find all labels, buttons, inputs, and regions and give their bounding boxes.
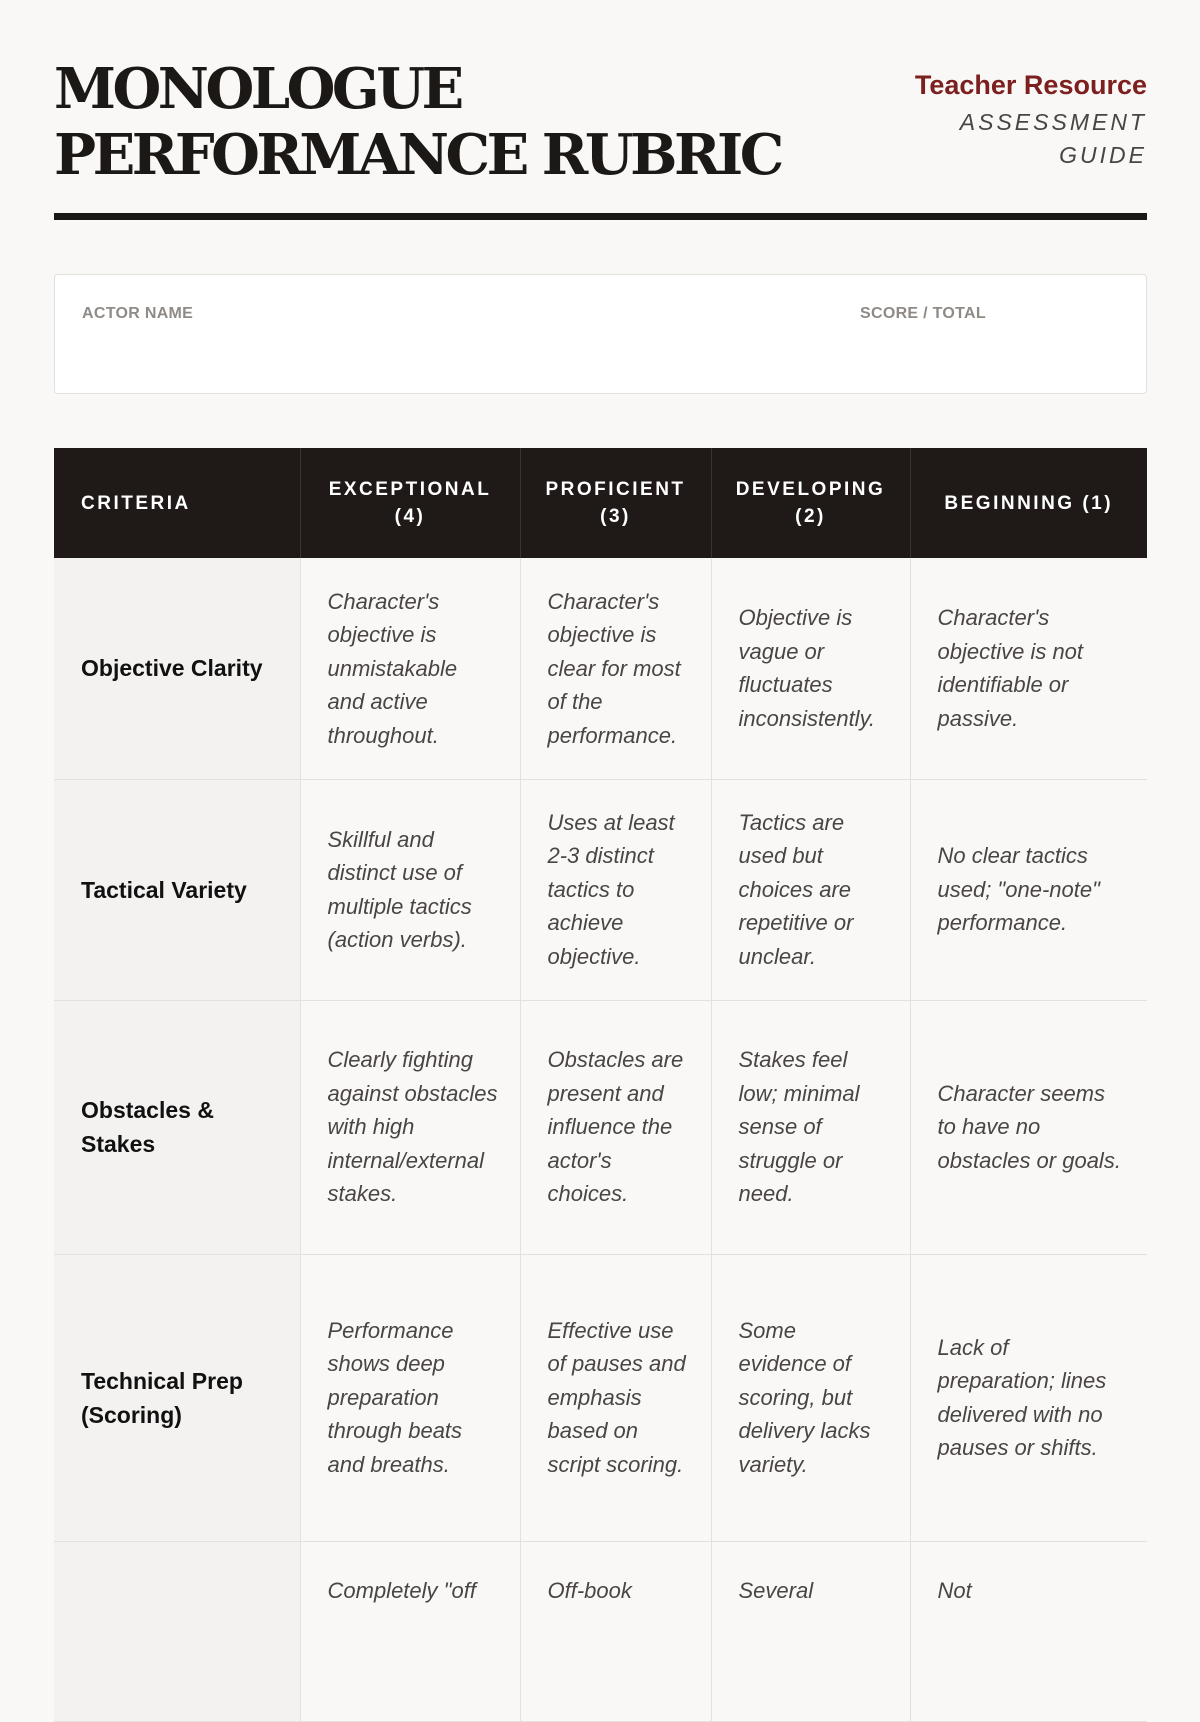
table-row <box>54 1254 1147 1541</box>
col-header-beginning: BEGINNING (1) <box>910 448 1147 558</box>
col-header-exceptional: EXCEPTIONAL (4) <box>300 448 520 558</box>
guide-label: ASSESSMENT GUIDE <box>959 109 1147 168</box>
header-meta <box>887 68 1147 172</box>
proficient-cell: Character's objective is clear for most of the performance. <box>520 558 711 779</box>
table-header-row <box>54 448 1147 558</box>
criterion-cell: Obstacles & Stakes <box>54 1000 300 1254</box>
actor-info-box <box>54 274 1147 394</box>
developing-cell: Several <box>711 1541 910 1721</box>
header-divider <box>54 213 1147 220</box>
exceptional-cell: Skillful and distinct use of multiple tactics (action verbs). <box>300 779 520 1000</box>
developing-cell: Objective is vague or fluctuates inconsistently. <box>711 558 910 779</box>
page-title: MONOLOGUE PERFORMANCE RUBRIC <box>54 56 781 188</box>
exceptional-cell: Character's objective is unmistakable and active throughout. <box>300 558 520 779</box>
criterion-cell: Objective Clarity <box>54 558 300 779</box>
table-row <box>54 779 1147 1000</box>
page-header <box>54 0 1147 222</box>
exceptional-cell: Completely "off <box>300 1541 520 1721</box>
rubric-page <box>54 0 1147 1603</box>
score-total-label: SCORE / TOTAL <box>860 305 986 322</box>
beginning-cell: Character seems to have no obstacles or goals. <box>910 1000 1147 1254</box>
proficient-cell: Off-book <box>520 1541 711 1721</box>
exceptional-cell: Performance shows deep preparation through beats and breaths. <box>300 1254 520 1541</box>
proficient-cell: Uses at least 2-3 distinct tactics to achieve objective. <box>520 779 711 1000</box>
table-row <box>54 1000 1147 1254</box>
developing-cell: Tactics are used but choices are repetitive or unclear. <box>711 779 910 1000</box>
col-header-proficient: PROFICIENT (3) <box>520 448 711 558</box>
col-header-developing: DEVELOPING (2) <box>711 448 910 558</box>
table-row <box>54 1541 1147 1721</box>
actor-name-label: ACTOR NAME <box>82 305 194 322</box>
rubric-table <box>54 448 1147 1722</box>
proficient-cell: Effective use of pauses and emphasis based on script scoring. <box>520 1254 711 1541</box>
developing-cell: Stakes feel low; minimal sense of struggle or need. <box>711 1000 910 1254</box>
col-header-criteria: CRITERIA <box>54 448 300 558</box>
beginning-cell: No clear tactics used; "one-note" performance. <box>910 779 1147 1000</box>
exceptional-cell: Clearly fighting against obstacles with high internal/external stakes. <box>300 1000 520 1254</box>
criterion-cell: Technical Prep (Scoring) <box>54 1254 300 1541</box>
beginning-cell: Not <box>910 1541 1147 1721</box>
developing-cell: Some evidence of scoring, but delivery lacks variety. <box>711 1254 910 1541</box>
beginning-cell: Character's objective is not identifiable or passive. <box>910 558 1147 779</box>
beginning-cell: Lack of preparation; lines delivered with no pauses or shifts. <box>910 1254 1147 1541</box>
table-row <box>54 558 1147 779</box>
criterion-cell <box>54 1541 300 1721</box>
proficient-cell: Obstacles are present and influence the actor's choices. <box>520 1000 711 1254</box>
resource-label: Teacher Resource <box>914 70 1147 100</box>
criterion-cell: Tactical Variety <box>54 779 300 1000</box>
